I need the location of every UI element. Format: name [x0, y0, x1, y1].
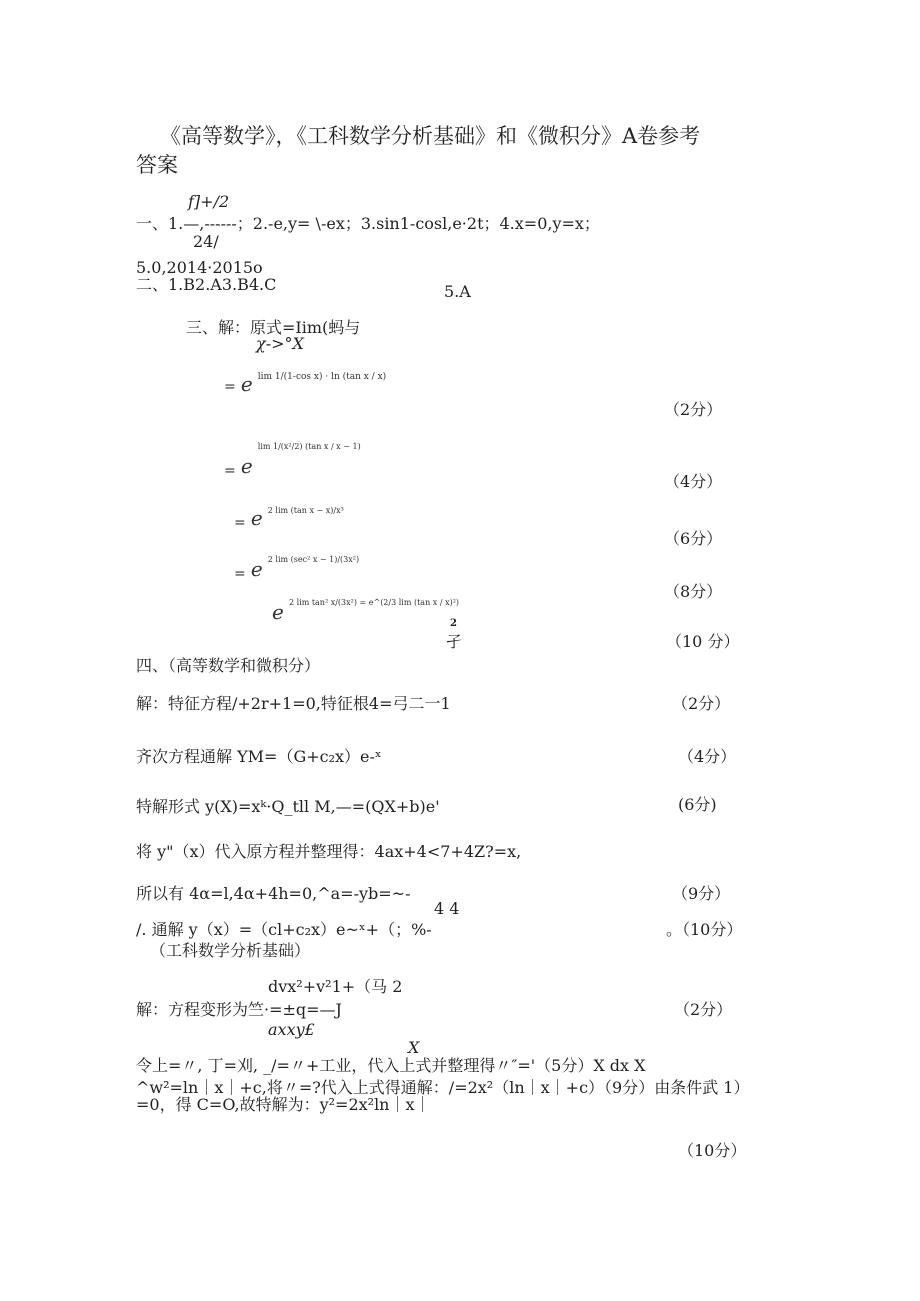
formula-step-1 [224, 372, 386, 396]
part2-answers: 二、1.B2.A3.B4.C [136, 275, 277, 294]
part5-top: dvx²+v²1+（马 2 [268, 977, 403, 996]
part1-frac-bottom: 24/ [193, 232, 219, 251]
part4-line2-score: （4分） [678, 747, 737, 766]
part2-item5: 5.A [444, 282, 471, 301]
formula-lhs: = [234, 566, 246, 582]
part5-line1-score: （2分） [674, 1000, 733, 1019]
formula-step-2 [224, 432, 361, 479]
score-10: （10 分） [666, 632, 740, 651]
formula-exp: lim 1/(x²/2) (tan x / x − 1) [257, 442, 361, 451]
part1-answers: 一、1.—,------；2.-e,y= \-ex；3.sin1-cosl,e·2t；4.x=0,y=x； [136, 214, 600, 233]
end-mark-top: 2 [450, 618, 457, 629]
formula-lhs: = [224, 463, 236, 479]
formula-exp: 2 lim (tan x − x)/x³ [267, 506, 344, 515]
part4-line5: 所以有 4α=l,4α+4h=0,^a=-yb=~- [136, 884, 411, 903]
part5-line3: ^w²=ln｜x｜+c,将〃=?代入上式得通解：/=2x²（ln｜x｜+c）（9分）由条件武 1） [136, 1078, 750, 1097]
part1-item5: 5.0,2014·2015o [136, 258, 263, 277]
part5-final-score: （10分） [678, 1141, 747, 1160]
score-6: （6分） [664, 529, 723, 548]
formula-lhs: = [224, 379, 236, 395]
score-4: （4分） [664, 472, 723, 491]
part4-line5-score: （9分） [672, 884, 731, 903]
formula-step-3 [234, 494, 344, 531]
part4-line6-score: 。（10分） [666, 920, 743, 939]
formula-exp: 2 lim (sec² x − 1)/(3x²) [267, 555, 360, 564]
formula-base: e [272, 600, 284, 624]
part5-line2: 令上=〃, 丁=刈, _/=〃+工业，代入上式并整理得〃″='（5分）X dx X [136, 1056, 646, 1075]
score-8: （8分） [664, 582, 723, 601]
part5-line1: 解：方程变形为竺·=±q=—J [136, 1000, 342, 1019]
part4-line6: /. 通解 y（x）=（cl+c₂x）e~ˣ+（；%- [136, 920, 432, 939]
part4-line1-score: （2分） [672, 694, 731, 713]
part4-line1: 解：特征方程/+2r+1=0,特征根4=弓二一1 [136, 694, 451, 713]
part4-fours: 4 4 [434, 899, 460, 918]
doc-title-line1: 《高等数学》，《工科数学分析基础》和《微积分》A卷参考 [160, 124, 701, 148]
part4-line2: 齐次方程通解 YM=（G+c₂x）e-ˣ [136, 747, 382, 766]
part3-header: 三、解：原式=Iim(蚂与 [186, 318, 361, 337]
formula-base: e [240, 454, 253, 478]
formula-step-5 [272, 586, 460, 624]
part4-line4: 将 y"（x）代入原方程并整理得：4ax+4<7+4Z?=x, [136, 842, 522, 861]
part4-line3: 特解形式 y(X)=xᵏ·Q_tll M,—=(QX+b)e' [136, 797, 440, 816]
end-mark: 孑 [446, 632, 463, 651]
formula-exp: 2 lim tan² x/(3x²) = e^(2/3 lim (tan x / x)²) [288, 598, 460, 607]
formula-step-4 [234, 543, 360, 582]
part5-x-mark: X [408, 1038, 420, 1057]
part4-header: 四、（高等数学和微积分） [136, 656, 321, 675]
formula-base: e [240, 372, 253, 396]
doc-title-line2: 答案 [136, 153, 178, 177]
part4-line3-score: (6分) [678, 795, 717, 814]
part1-frac-top: f]+/2 [188, 192, 230, 211]
formula-lhs: = [234, 515, 246, 531]
formula-exp: lim 1/(1-cos x) · ln (tan x / x) [257, 372, 387, 382]
part5-line4: =0，得 C=O,故特解为：y²=2x²ln｜x｜ [136, 1095, 431, 1114]
part4-line7: （工科数学分析基础） [150, 941, 311, 960]
formula-base: e [250, 557, 263, 581]
score-2: （2分） [664, 400, 723, 419]
part5-below: axxy£ [268, 1020, 315, 1039]
part3-sub: χ->°X [256, 334, 304, 353]
formula-base: e [250, 506, 263, 530]
